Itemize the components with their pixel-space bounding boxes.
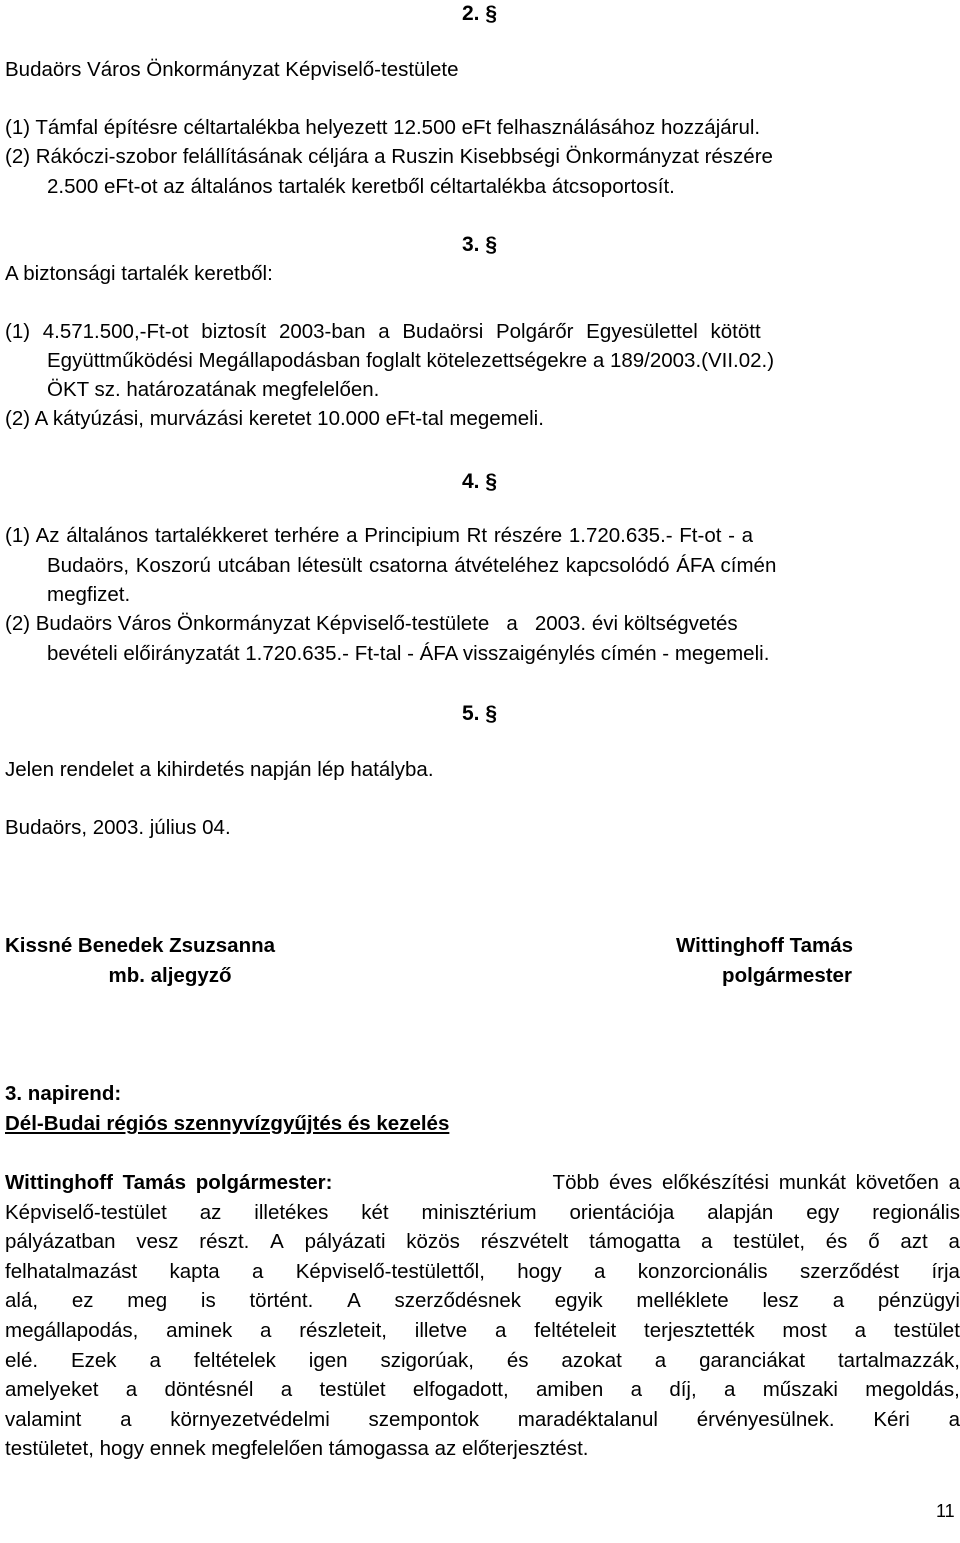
speech-word: támogatta (589, 1230, 681, 1254)
speech-word: a (280, 1378, 293, 1402)
speech-word: egy (806, 1200, 840, 1224)
section-4-paragraph-1-line-2: Budaörs, Koszorú utcában létesült csatorna átvételéhez kapcsolódó ÁFA címén (47, 554, 777, 577)
signature-left-name: Kissné Benedek Zsuzsanna (5, 934, 276, 957)
speech-line: testületet, hogy ennek megfelelően támogassa az előterjesztést. (5, 1437, 589, 1461)
speech-word: megállapodás, (5, 1319, 139, 1342)
speech-word: maradéktalanul (517, 1407, 658, 1431)
speech-word: szerződést (799, 1259, 900, 1283)
speech-word: az (199, 1200, 222, 1224)
speech-word: közös (406, 1230, 460, 1254)
speech-line (5, 1349, 960, 1373)
speech-word: részt. (199, 1230, 250, 1254)
speech-word: regionális (872, 1200, 960, 1224)
speech-word: A (270, 1230, 284, 1254)
speech-word: ő (868, 1230, 880, 1254)
section-2-intro: Budaörs Város Önkormányzat Képviselő-testülete (5, 58, 459, 81)
speech-word: testület (893, 1319, 960, 1342)
speech-line (5, 1289, 960, 1313)
speech-word: alapján (707, 1200, 774, 1224)
speech-word: szigorúak, (380, 1348, 474, 1372)
speech-word: a (125, 1378, 138, 1402)
section-4-paragraph-2-line-2: bevételi előirányzatát 1.720.635.- Ft-tal - ÁFA visszaigénylés címén - megemeli. (47, 642, 770, 665)
speech-word: hogy (517, 1259, 562, 1283)
section-4-paragraph-2-line-1: (2) Budaörs Város Önkormányzat Képviselő-testülete a 2003. évi költségvetés (5, 612, 738, 635)
speech-line: Több éves előkészítési munkát követően a (552, 1171, 960, 1194)
speech-word: testület, (733, 1230, 806, 1254)
speech-word: döntésnél (164, 1378, 254, 1402)
speech-word: műszaki (762, 1378, 838, 1402)
speech-word: garanciákat (699, 1348, 806, 1372)
speech-word: Kéri (873, 1407, 910, 1431)
speech-word: és (506, 1348, 529, 1372)
speech-word: aminek (166, 1319, 233, 1342)
speech-word: amiben (536, 1378, 604, 1402)
speech-word: írja (931, 1259, 960, 1283)
speech-word: lesz (762, 1289, 799, 1313)
section-3-paragraph-1-line-1: (1) 4.571.500,-Ft-ot biztosít 2003-ban a Budaörsi Polgárőr Egyesülettel kötött (5, 320, 761, 343)
speech-word: konzorcionális (637, 1259, 768, 1283)
speech-word: minisztérium (421, 1200, 537, 1224)
speech-word: a (252, 1259, 264, 1283)
speech-word: részleteit, (299, 1319, 387, 1342)
section-5-text: Jelen rendelet a kihirdetés napján lép hatályba. (5, 758, 434, 781)
speech-word: meg (127, 1289, 168, 1313)
speech-word: illetve (414, 1319, 468, 1342)
section-5-heading: 5. § (462, 702, 498, 725)
place-and-date: Budaörs, 2003. július 04. (5, 816, 231, 839)
speech-word: tartalmazzák, (837, 1348, 960, 1372)
speech-word: és (825, 1230, 848, 1254)
section-2-paragraph-1: (1) Támfal építésre céltartalékba helyezett 12.500 eFt felhasználásához hozzájárul. (5, 116, 761, 139)
speech-word: Ezek (70, 1348, 117, 1372)
speech-word: a (854, 1319, 867, 1342)
speech-word: a (260, 1319, 272, 1342)
signature-right-title: polgármester (722, 964, 852, 987)
speech-line (5, 1260, 960, 1284)
speech-word: a (494, 1319, 507, 1342)
speech-word: melléklete (636, 1289, 729, 1313)
speech-word: kapta (169, 1259, 220, 1283)
speech-word: alá, (5, 1289, 39, 1313)
speech-word: orientációja (569, 1200, 675, 1224)
speech-word: a (120, 1407, 132, 1431)
speech-word: a (701, 1230, 713, 1254)
speech-word: is (200, 1289, 216, 1313)
speech-word: környezetvédelmi (170, 1407, 330, 1431)
speech-word: két (361, 1200, 389, 1224)
speech-word: azokat (561, 1348, 622, 1372)
agenda-number: 3. napirend: (5, 1082, 122, 1105)
speech-line (5, 1408, 960, 1432)
page-number: 11 (936, 1501, 955, 1521)
speech-word: a (724, 1378, 736, 1402)
speech-word: a (948, 1230, 960, 1254)
signature-left-title: mb. aljegyző (108, 964, 232, 987)
speech-word: a (654, 1348, 667, 1372)
speech-word: Képviselő-testület (5, 1200, 167, 1224)
speech-word: egyik (554, 1289, 603, 1313)
speech-word: ez (71, 1289, 94, 1313)
speech-word: amelyeket (5, 1378, 99, 1402)
speech-word: megoldás, (865, 1378, 960, 1402)
speech-word: testület (319, 1378, 386, 1402)
speech-first-line (5, 1171, 960, 1195)
section-4-heading: 4. § (462, 470, 498, 493)
speaker-name: Wittinghoff Tamás polgármester: (5, 1171, 333, 1194)
speech-word: pályázati (304, 1230, 386, 1254)
speech-word: elé. (5, 1348, 39, 1372)
speech-word: valamint (5, 1407, 82, 1431)
speech-word: a (630, 1378, 642, 1402)
section-4-paragraph-1-line-3: megfizet. (47, 583, 131, 606)
speech-word: pályázatban (5, 1230, 116, 1254)
signature-right-name: Wittinghoff Tamás (676, 934, 854, 957)
speech-word: vesz (136, 1230, 179, 1254)
speech-word: a (948, 1407, 960, 1431)
section-2-heading: 2. § (462, 2, 498, 25)
speech-word: terjesztették (644, 1319, 755, 1342)
speech-word: elfogadott, (412, 1378, 509, 1402)
speech-word: a (832, 1289, 845, 1313)
speech-word: Képviselő-testülettől, (295, 1259, 485, 1283)
speech-line (5, 1319, 960, 1343)
speech-word: érvényesülnek. (696, 1407, 835, 1431)
speech-word: pénzügyi (877, 1289, 960, 1313)
speech-word: felhatalmazást (5, 1259, 138, 1283)
speech-line (5, 1230, 960, 1254)
section-3-lead: A biztonsági tartalék keretből: (5, 262, 273, 285)
speech-word: A (347, 1289, 361, 1313)
section-3-paragraph-1-line-2: Együttműködési Megállapodásban foglalt kötelezettségekre a 189/2003.(VII.02.) (47, 349, 775, 372)
speech-word: a (149, 1348, 161, 1372)
speech-word: illetékes (254, 1200, 329, 1224)
section-3-paragraph-1-line-3: ÖKT sz. határozatának megfelelően. (47, 378, 380, 401)
speech-word: igen (308, 1348, 348, 1372)
speech-word: díj, (669, 1378, 697, 1402)
speech-word: szerződésnek (394, 1289, 521, 1313)
speech-word: a (594, 1259, 606, 1283)
speech-word: történt. (249, 1289, 314, 1313)
section-2-paragraph-2-line-1: (2) Rákóczi-szobor felállításának céljára a Ruszin Kisebbségi Önkormányzat részére (5, 145, 773, 168)
speech-word: feltételek (193, 1348, 276, 1372)
speech-word: most (782, 1319, 827, 1342)
speech-word: azt (900, 1230, 928, 1254)
speech-line (5, 1201, 960, 1225)
agenda-title: Dél-Budai régiós szennyvízgyűjtés és kezelés (5, 1112, 450, 1135)
speech-line (5, 1378, 960, 1402)
speech-word: szempontok (368, 1407, 480, 1431)
section-4-paragraph-1-line-1: (1) Az általános tartalékkeret terhére a Principium Rt részére 1.720.635.- Ft-ot - a (5, 524, 754, 547)
section-3-paragraph-2: (2) A kátyúzási, murvázási keretet 10.000 eFt-tal megemeli. (5, 407, 544, 430)
speech-word: részvételt (480, 1230, 569, 1254)
section-3-heading: 3. § (462, 233, 498, 256)
section-2-paragraph-2-line-2: 2.500 eFt-ot az általános tartalék keretből céltartalékba átcsoportosít. (47, 175, 675, 198)
speech-word: feltételeit (534, 1319, 617, 1342)
